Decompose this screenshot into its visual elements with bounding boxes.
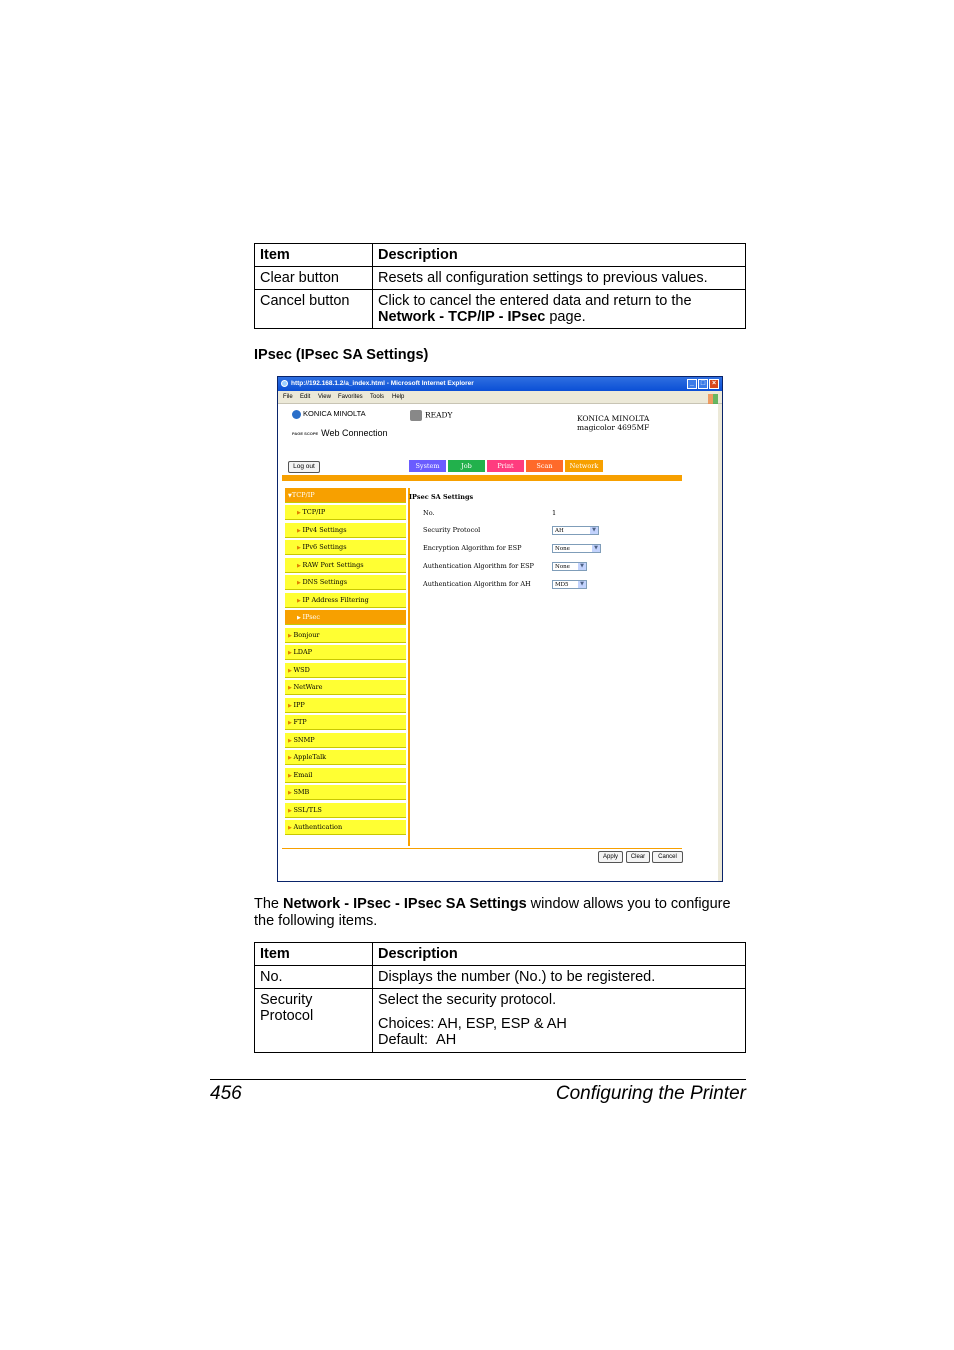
cell-description [373, 290, 746, 329]
page-number: 456 [210, 1083, 242, 1104]
menu-favorites[interactable]: Favorites [338, 394, 363, 400]
default-text: Default: AH [378, 1032, 457, 1048]
pagescope-icon: PAGE SCOPE [292, 430, 319, 436]
footer-rule [210, 1079, 746, 1080]
close-icon[interactable]: × [709, 379, 719, 389]
header-divider [282, 475, 682, 481]
sidebar-nav [282, 488, 410, 846]
sidebar-item-email[interactable]: ▶ Email [285, 768, 406, 783]
field-label-no: No. [423, 509, 435, 517]
cell-description [373, 989, 746, 1053]
menu-edit[interactable]: Edit [300, 394, 311, 400]
cell-description: Displays the number (No.) to be registered. [373, 966, 746, 989]
footer-divider [282, 848, 682, 849]
field-label-encryption-esp: Encryption Algorithm for ESP [423, 544, 522, 552]
sidebar-item-netware[interactable]: ▶ NetWare [285, 680, 406, 695]
authentication-esp-select[interactable]: None ▼ [552, 562, 587, 571]
sidebar-item-snmp[interactable]: ▶ SNMP [285, 733, 406, 748]
description-text: Select the security protocol. [378, 992, 557, 1008]
sidebar-item-tcpip[interactable]: ▶ TCP/IP [285, 505, 406, 520]
minimize-icon[interactable]: _ [687, 379, 697, 389]
printer-icon [410, 410, 422, 421]
tab-scan[interactable]: Scan [526, 460, 563, 472]
ie-icon [281, 380, 288, 387]
cell-item: No. [255, 966, 373, 989]
sidebar-item-raw-port-settings[interactable]: ▶ RAW Port Settings [285, 558, 406, 573]
menu-bar [278, 391, 722, 404]
logout-button[interactable]: Log out [288, 461, 320, 473]
column-header-item: Item [255, 244, 373, 267]
field-label-security-protocol: Security Protocol [423, 526, 481, 534]
table-row [255, 989, 746, 1053]
chevron-down-icon: ▼ [590, 527, 598, 534]
table-item-description-top [254, 243, 746, 329]
scrollbar[interactable] [718, 404, 722, 881]
model-info: KONICA MINOLTA magicolor 4695MF [577, 414, 650, 432]
sidebar-item-smb[interactable]: ▶ SMB [285, 785, 406, 800]
sidebar-item-ldap[interactable]: ▶ LDAP [285, 645, 406, 660]
konica-minolta-logo: KONICA MINOLTA [292, 409, 366, 419]
maximize-icon[interactable]: □ [698, 379, 708, 389]
cell-item: Clear button [255, 267, 373, 290]
ipsec-sa-settings-panel [409, 493, 699, 773]
chevron-down-icon: ▼ [578, 581, 586, 588]
intro-path: Network - IPsec - IPsec SA Settings [283, 896, 527, 912]
sidebar-item-ssl-tls[interactable]: ▶ SSL/TLS [285, 803, 406, 818]
sidebar-item-appletalk[interactable]: ▶ AppleTalk [285, 750, 406, 765]
sidebar-item-tcpip-group[interactable]: ▼TCP/IP [285, 488, 406, 503]
chapter-title: Configuring the Printer [555, 1083, 746, 1104]
pagescope-logo: PAGE SCOPE Web Connection [292, 428, 388, 438]
tab-network[interactable]: Network [565, 460, 603, 472]
chevron-down-icon: ▼ [578, 563, 586, 570]
field-value-no: 1 [552, 509, 557, 517]
choices-text: Choices: AH, ESP, ESP & AH [378, 1016, 567, 1032]
cell-item: Security Protocol [255, 989, 373, 1053]
window-titlebar [278, 377, 722, 391]
sidebar-item-ipv6-settings[interactable]: ▶ IPv6 Settings [285, 540, 406, 555]
table-header-row [255, 943, 746, 966]
authentication-ah-select[interactable]: MD5 ▼ [552, 580, 587, 589]
description-path: Network - TCP/IP - IPsec [378, 309, 546, 325]
cell-description: Resets all configuration settings to previous values. [373, 267, 746, 290]
table-row [255, 966, 746, 989]
column-header-description: Description [373, 943, 746, 966]
apply-button[interactable]: Apply [598, 851, 623, 863]
intro-paragraph: The Network - IPsec - IPsec SA Settings window allows you to configure the following items. [254, 896, 731, 929]
sidebar-item-ipsec[interactable]: ▶ IPsec [285, 610, 406, 625]
table-item-description-bottom [254, 942, 746, 1053]
column-header-item: Item [255, 943, 373, 966]
menu-file[interactable]: File [283, 394, 293, 400]
tab-system[interactable]: System [409, 460, 446, 472]
menu-view[interactable]: View [318, 394, 331, 400]
sidebar-item-bonjour[interactable]: ▶ Bonjour [285, 628, 406, 643]
sidebar-item-ipp[interactable]: ▶ IPP [285, 698, 406, 713]
tab-print[interactable]: Print [487, 460, 524, 472]
windows-logo-icon [708, 394, 718, 404]
sidebar-item-wsd[interactable]: ▶ WSD [285, 663, 406, 678]
sidebar-item-ftp[interactable]: ▶ FTP [285, 715, 406, 730]
printer-status: READY [410, 410, 453, 421]
clear-button[interactable]: Clear [626, 851, 650, 863]
globe-icon [292, 410, 301, 419]
description-text: page. [545, 309, 586, 325]
cell-item: Cancel button [255, 290, 373, 329]
description-text: Click to cancel the entered data and return to the [378, 293, 692, 309]
chevron-down-icon: ▼ [592, 545, 600, 552]
table-header-row [255, 244, 746, 267]
window-title: http://192.168.1.2/a_index.html - Microsoft Internet Explorer [291, 380, 474, 387]
sidebar-item-ip-address-filtering[interactable]: ▶ IP Address Filtering [285, 593, 406, 608]
sidebar-item-authentication[interactable]: ▶ Authentication [285, 820, 406, 835]
field-label-authentication-ah: Authentication Algorithm for AH [423, 580, 531, 588]
panel-title: IPsec SA Settings [409, 493, 474, 501]
table-row [255, 290, 746, 329]
security-protocol-select[interactable]: AH ▼ [552, 526, 599, 535]
section-heading: IPsec (IPsec SA Settings) [254, 347, 429, 363]
sidebar-item-ipv4-settings[interactable]: ▶ IPv4 Settings [285, 523, 406, 538]
table-row [255, 267, 746, 290]
cancel-button[interactable]: Cancel [652, 851, 683, 863]
tab-job[interactable]: Job [448, 460, 485, 472]
menu-tools[interactable]: Tools [370, 394, 385, 400]
field-label-authentication-esp: Authentication Algorithm for ESP [423, 562, 534, 570]
encryption-esp-select[interactable]: None ▼ [552, 544, 601, 553]
sidebar-item-dns-settings[interactable]: ▶ DNS Settings [285, 575, 406, 590]
menu-help[interactable]: Help [392, 394, 405, 400]
column-header-description: Description [373, 244, 746, 267]
browser-screenshot [277, 376, 723, 882]
